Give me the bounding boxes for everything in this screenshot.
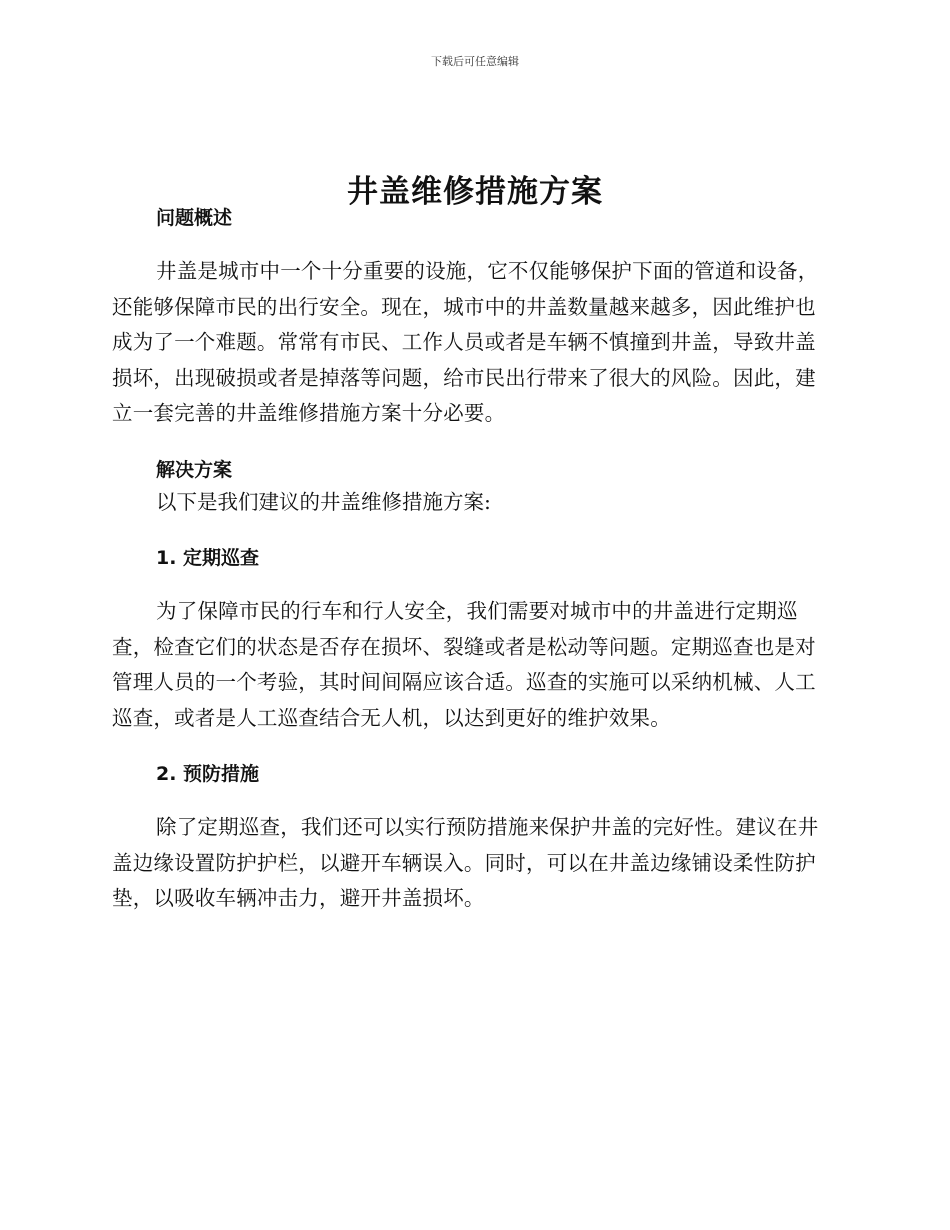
preventive-measures-paragraph: 除了定期巡查，我们还可以实行预防措施来保护井盖的完好性。建议在井盖边缘设置防护护栏，以避开车辆误入。同时，可以在井盖边缘铺设柔性防护垫，以吸收车辆冲击力，避开井盖损坏。 (112, 815, 819, 910)
subsection-heading-regular-inspection: 1. 定期巡查 (156, 547, 260, 569)
section-heading-solution: 解决方案 (156, 458, 233, 481)
solution-lead-paragraph: 以下是我们建议的井盖维修措施方案: (156, 489, 491, 514)
document-body (112, 203, 832, 917)
page-title: 井盖维修措施方案 (347, 173, 603, 210)
regular-inspection-paragraph: 为了保障市民的行车和行人安全，我们需要对城市中的井盖进行定期巡查，检查它们的状态是否存在损坏、裂缝或者是松动等问题。定期巡查也是对管理人员的一个考验，其时间间隔应该合适。巡查的实施可以采纳机械、人工巡查，或者是人工巡查结合无人机，以达到更好的维护效果。 (112, 599, 816, 730)
overview-paragraph: 井盖是城市中一个十分重要的设施，它不仅能够保护下面的管道和设备，还能够保障市民的出行安全。现在，城市中的井盖数量越来越多，因此维护也成为了一个难题。常常有市民、工作人员或者是车辆不慎撞到井盖，导致井盖损坏，出现破损或者是掉落等问题，给市民出行带来了很大的风险。因此，建立一套完善的井盖维修措施方案十分必要。 (112, 259, 819, 425)
subsection-heading-preventive-measures: 2. 预防措施 (156, 763, 260, 785)
section-heading-overview: 问题概述 (156, 207, 233, 229)
header-note: 下载后可任意编辑 (431, 55, 519, 68)
